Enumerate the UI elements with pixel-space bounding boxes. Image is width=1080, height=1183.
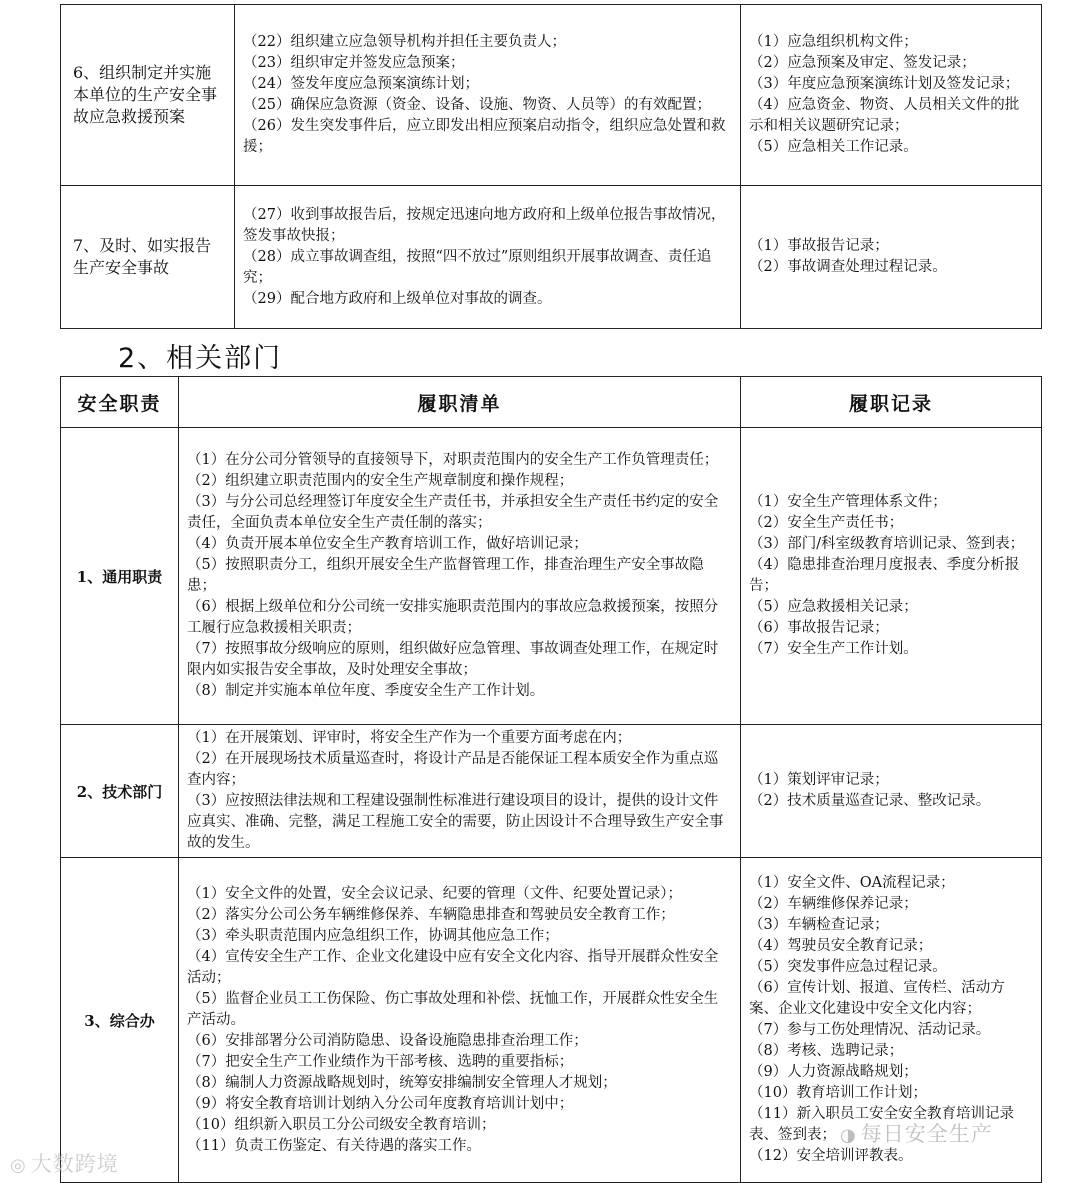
list-item: （8）考核、选聘记录； [749,1043,904,1059]
duty-items-cell [235,186,741,329]
list-item: （2）落实分公司公务车辆维修保养、车辆隐患排查和驾驶员安全教育工作； [187,906,675,923]
list-item: （1）应急组织机构文件； [749,34,918,50]
list-item: （27）收到事故报告后，按规定迅速向地方政府和上级单位报告事故情况，签发事故快报； [243,206,726,244]
list-item: （1）在分公司分管领导的直接领导下，对职责范围内的安全生产工作负管理责任； [187,452,719,468]
table-row [61,428,1042,725]
records-cell [741,725,1042,858]
section-title: 2、相关部门 [118,343,283,374]
list-item: （2）车辆维修保养记录； [749,896,918,912]
list-item: （1）安全生产管理体系文件； [749,494,947,510]
list-item: （7）把安全生产工作业绩作为干部考核、选聘的重要指标； [187,1053,574,1070]
list-item: （24）签发年度应急预案演练计划； [243,76,479,92]
list-item: （12）安全培训评教表。 [749,1148,913,1164]
watermark-right-text: 每日安全生产 [860,1122,993,1146]
list-item: （7）安全生产工作计划。 [749,641,918,657]
list-item: （5）应急救援相关记录； [749,599,918,615]
list-item: （4）驾驶员安全教育记录； [749,938,933,954]
list-item: （5）按照职责分工，组织开展安全生产监督管理工作，排查治理生产安全事故隐患； [187,557,704,594]
column-header-checklist: 履职清单 [179,377,741,428]
column-header-duty: 安全职责 [61,377,179,428]
records-cell [741,186,1042,329]
list-item: （8）编制人力资源战略规划时，统筹安排编制安全管理人才规划； [187,1074,617,1091]
list-item: （3）部门/科室级教育培训记录、签到表； [749,536,1025,552]
list-item: （10）组织新入职员工分公司级安全教育培训； [187,1116,496,1133]
duty-cell: 7、及时、如实报告生产安全事故 [61,186,235,329]
list-item: （5）应急相关工作记录。 [749,139,918,155]
duty-cell: 6、组织制定并实施本单位的生产安全事故应急救援预案 [61,5,235,186]
department-cell: 2、技术部门 [61,725,179,858]
list-item: （5）监督企业员工工伤保险、伤亡事故处理和补偿、抚恤工作，开展群众性安全生产活动。 [187,990,719,1028]
list-item: （25）确保应急资源（资金、设备、设施、物资、人员等）的有效配置； [243,97,711,113]
wechat-icon: ◑ [840,1125,857,1146]
table-header-row [61,377,1042,428]
list-item: （6）根据上级单位和分公司统一安排实施职责范围内的事故应急救援预案，按照分工履行应急救援相关职责； [187,599,719,636]
list-item: （9）人力资源战略规划； [749,1064,918,1080]
table-row [61,186,1042,329]
department-cell: 3、综合办 [61,858,179,1183]
watermark-left [10,1148,119,1178]
list-item: （23）组织审定并签发应急预案； [243,55,465,71]
list-item: （3）与分公司总经理签订年度安全生产责任书，并承担安全生产责任书约定的安全责任，全面负责本单位安全生产责任制的落实； [187,494,719,531]
list-item: （10）教育培训工作计划； [749,1085,927,1101]
list-item: （3）牵头职责范围内应急组织工作，协调其他应急工作； [187,927,559,944]
list-item: （7）按照事故分级响应的原则，组织做好应急管理、事故调查处理工作，在规定时限内如实报告安全事故，及时处理安全事故； [187,641,719,678]
list-item: （5）突发事件应急过程记录。 [749,959,947,975]
table-row [61,5,1042,186]
list-item: （8）制定并实施本单位年度、季度安全生产工作计划。 [187,683,545,699]
list-item: （3）年度应急预案演练计划及签发记录； [749,76,1020,92]
list-item: （6）宣传计划、报道、宣传栏、活动方案、企业文化建设中安全文化内容； [749,980,1005,1017]
list-item: （1）安全文件的处置，安全会议记录、纪要的管理（文件、纪要处置记录）； [187,885,682,902]
list-item: （3）应按照法律法规和工程建设强制性标准进行建设项目的设计，提供的设计文件应真实、准确、完整，满足工程施工安全的需要，防止因设计不合理导致生产安全事故的发生。 [187,793,724,851]
records-cell [741,5,1042,186]
responsibility-table-top [60,4,1042,329]
duty-items-cell [179,858,741,1183]
duty-items-cell [235,5,741,186]
list-item: （2）应急预案及审定、签发记录； [749,55,976,71]
list-item: （2）技术质量巡查记录、整改记录。 [749,793,991,809]
watermark-left-text: 大数跨境 [30,1152,119,1176]
list-item: （2）事故调查处理过程记录。 [749,259,947,275]
list-item: （6）事故报告记录； [749,620,889,636]
list-item: （1）安全文件、OA流程记录； [749,875,955,891]
list-item: （4）宣传安全生产工作、企业文化建设中应有安全文化内容、指导开展群众性安全活动； [187,948,719,986]
list-item: （9）将安全教育培训计划纳入分公司年度教育培训计划中； [187,1095,574,1112]
column-header-records: 履职记录 [741,377,1042,428]
list-item: （1）在开展策划、评审时，将安全生产作为一个重要方面考虑在内； [187,730,632,746]
list-item: （11）新入职员工安全安全教育培训记录表、签到表； [749,1106,1014,1143]
list-item: （11）负责工伤鉴定、有关待遇的落实工作。 [187,1137,481,1154]
list-item: （1）策划评审记录； [749,772,889,788]
list-item: （7）参与工伤处理情况、活动记录。 [749,1022,991,1038]
weibo-icon: ◎ [10,1155,27,1176]
list-item: （1）事故报告记录； [749,238,889,254]
list-item: （2）安全生产责任书； [749,515,904,531]
list-item: （29）配合地方政府和上级单位对事故的调查。 [243,290,552,307]
department-cell: 1、通用职责 [61,428,179,725]
table-row [61,725,1042,858]
duty-items-cell [179,428,741,725]
department-responsibility-table [60,376,1042,1183]
list-item: （28）成立事故调查组，按照“四不放过”原则组织开展事故调查、责任追究； [243,248,712,286]
watermark-right [840,1118,993,1148]
list-item: （3）车辆检查记录； [749,917,889,933]
list-item: （2）组织建立职责范围内的安全生产规章制度和操作规程； [187,473,574,489]
list-item: （4）隐患排查治理月度报表、季度分析报告； [749,557,1020,594]
duty-items-cell [179,725,741,858]
list-item: （22）组织建立应急领导机构并担任主要负责人； [243,34,566,50]
list-item: （2）在开展现场技术质量巡查时，将设计产品是否能保证工程本质安全作为重点巡查内容； [187,751,719,788]
list-item: （6）安排部署分公司消防隐患、设备设施隐患排查治理工作； [187,1032,588,1049]
records-cell [741,428,1042,725]
list-item: （4）负责开展本单位安全生产教育培训工作，做好培训记录； [187,536,588,552]
list-item: （4）应急资金、物资、人员相关文件的批示和相关议题研究记录； [749,97,1020,134]
list-item: （26）发生突发事件后，应立即发出相应预案启动指令，组织应急处置和救援； [243,118,726,155]
